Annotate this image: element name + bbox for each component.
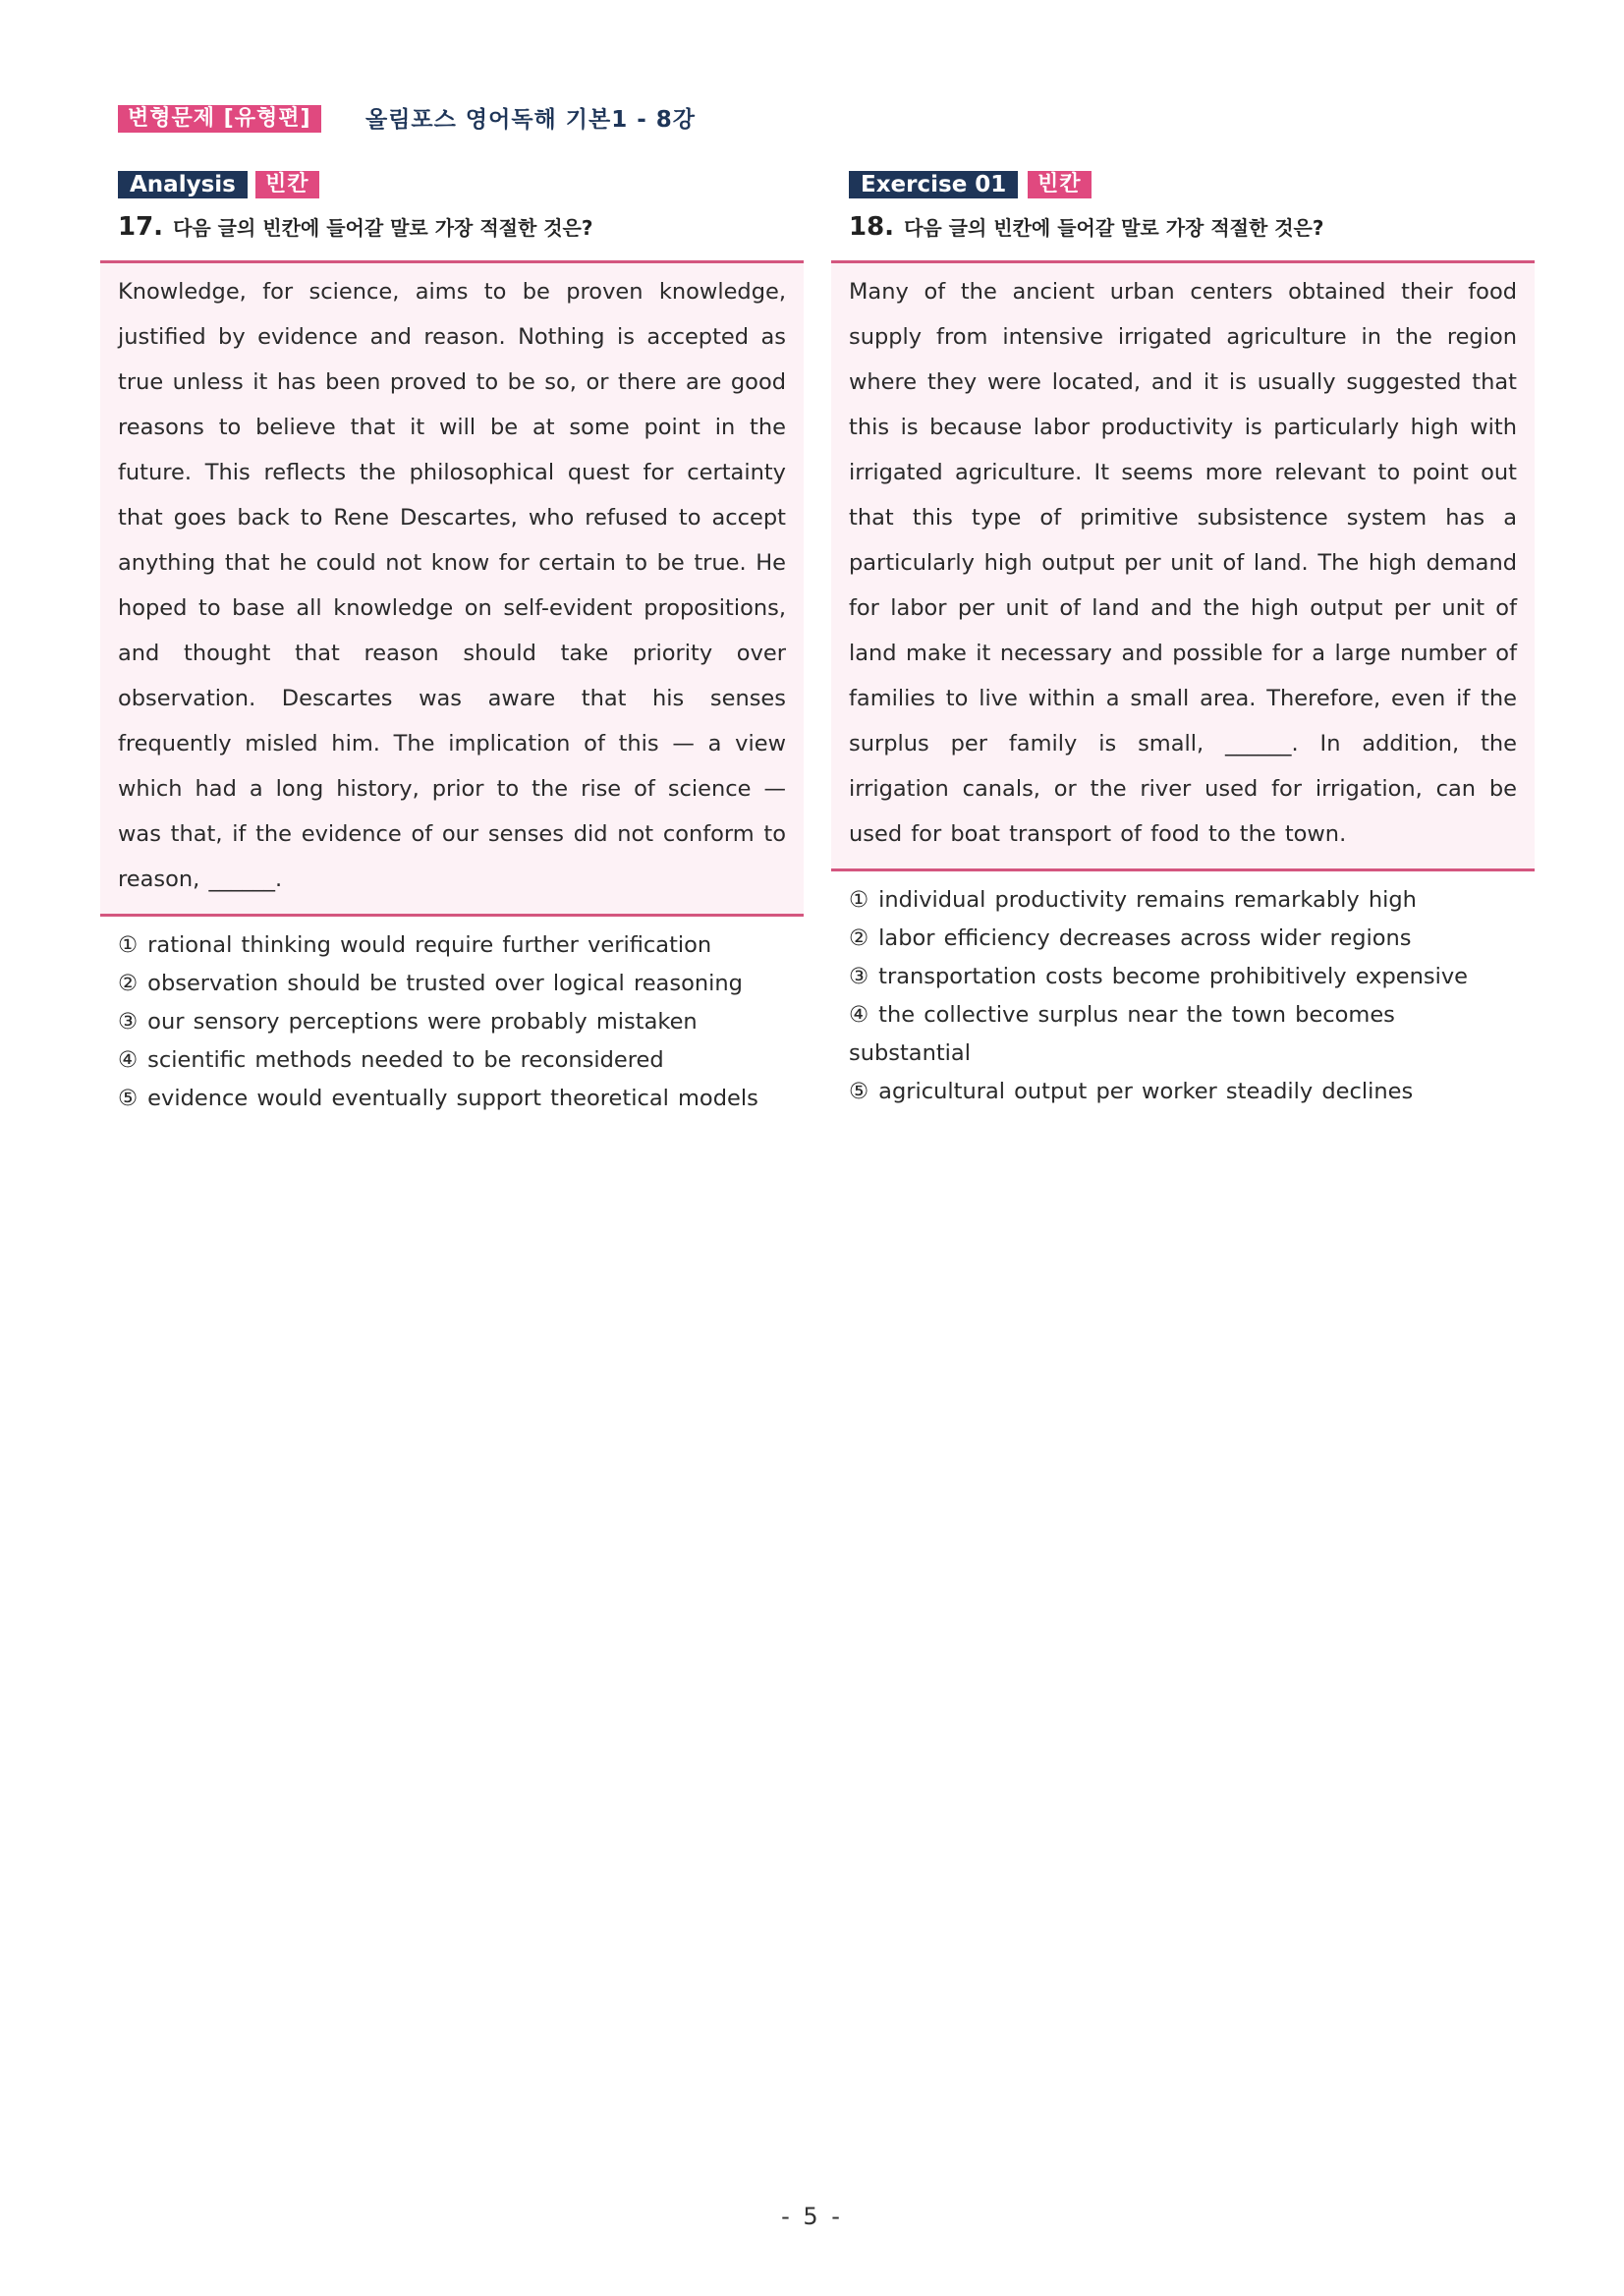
question-text: 다음 글의 빈칸에 들어갈 말로 가장 적절한 것은?	[173, 216, 593, 240]
choice-4[interactable]	[849, 996, 1517, 1073]
choice-text: observation should be trusted over logical reasoning	[147, 971, 743, 996]
blank-type-tag: 빈칸	[255, 171, 319, 198]
question-number: 18.	[849, 212, 895, 242]
choice-text: evidence would eventually support theoretical models	[147, 1086, 758, 1111]
question-17-column	[100, 169, 804, 1118]
choice-text: rational thinking would require further verification	[147, 932, 712, 958]
choice-mark: ④	[118, 1047, 139, 1073]
answer-choices	[100, 926, 804, 1118]
exercise-tag: Exercise 01	[849, 171, 1018, 198]
choice-mark: ⑤	[849, 1079, 869, 1104]
choice-mark: ⑤	[118, 1086, 139, 1111]
choice-3[interactable]	[849, 958, 1517, 996]
choice-text: labor efficiency decreases across wider regions	[878, 925, 1412, 951]
choice-5[interactable]	[849, 1073, 1517, 1111]
choice-text: individual productivity remains remarkably high	[878, 887, 1417, 913]
choice-text: the collective surplus near the town becomes substantial	[849, 1002, 1395, 1066]
choice-mark: ②	[118, 971, 139, 996]
choice-3[interactable]	[118, 1003, 786, 1041]
question-prompt	[831, 212, 1535, 243]
question-18-column	[831, 169, 1535, 1111]
choice-mark: ④	[849, 1002, 869, 1028]
book-title: 올림포스 영어독해 기본1 - 8강	[365, 107, 696, 133]
page-number: - 5 -	[781, 2203, 843, 2230]
choice-1[interactable]	[849, 881, 1517, 920]
choice-text: transportation costs become prohibitively expensive	[878, 964, 1468, 989]
choice-4[interactable]	[118, 1041, 786, 1080]
analysis-tag: Analysis	[118, 171, 248, 198]
choice-mark: ①	[849, 887, 869, 913]
choice-text: our sensory perceptions were probably mistaken	[147, 1009, 698, 1035]
question-tags	[831, 169, 1535, 198]
choice-text: scientific methods needed to be reconsidered	[147, 1047, 664, 1073]
choice-2[interactable]	[118, 965, 786, 1003]
passage-text: Knowledge, for science, aims to be proven knowledge, justified by evidence and reason. Nothing is accepted as true unless it has been proved to be so, or there are good reasons to believe that it will be at some point in the future. This reflects the philosophical quest for certainty that goes back to Rene Descartes, who refused to accept anything that he could not know for certain to be true. He hoped to base all knowledge on self-evident propositions, and thought that reason should take priority over observation. Descartes was aware that his senses frequently misled him. The implication of this — a view which had a long history, prior to the rise of science — was that, if the evidence of our senses did not conform to reason, ______.	[118, 279, 786, 892]
choice-mark: ③	[118, 1009, 139, 1035]
choice-mark: ③	[849, 964, 869, 989]
choice-1[interactable]	[118, 926, 786, 965]
answer-choices	[831, 881, 1535, 1111]
passage-text: Many of the ancient urban centers obtained their food supply from intensive irrigated agriculture in the region where they were located, and it is usually suggested that this is because labor productivity is particularly high with irrigated agriculture. It seems more relevant to point out that this type of primitive subsistence system has a particularly high output per unit of land. The high demand for labor per unit of land and the high output per unit of land make it necessary and possible for a large number of families to live within a small area. Therefore, even if the surplus per family is small, ______. In addition, the irrigation canals, or the river used for irrigation, can be used for boat transport of food to the town.	[849, 279, 1517, 847]
passage-box	[100, 260, 804, 917]
choice-text: agricultural output per worker steadily declines	[878, 1079, 1414, 1104]
choice-5[interactable]	[118, 1080, 786, 1118]
blank-type-tag: 빈칸	[1028, 171, 1092, 198]
question-prompt	[100, 212, 804, 243]
question-tags	[100, 169, 804, 198]
choice-mark: ①	[118, 932, 139, 958]
choice-2[interactable]	[849, 920, 1517, 958]
passage-box	[831, 260, 1535, 871]
section-badge: 변형문제 [유형편]	[118, 105, 321, 133]
question-text: 다음 글의 빈칸에 들어갈 말로 가장 적절한 것은?	[904, 216, 1324, 240]
choice-mark: ②	[849, 925, 869, 951]
question-number: 17.	[118, 212, 164, 242]
